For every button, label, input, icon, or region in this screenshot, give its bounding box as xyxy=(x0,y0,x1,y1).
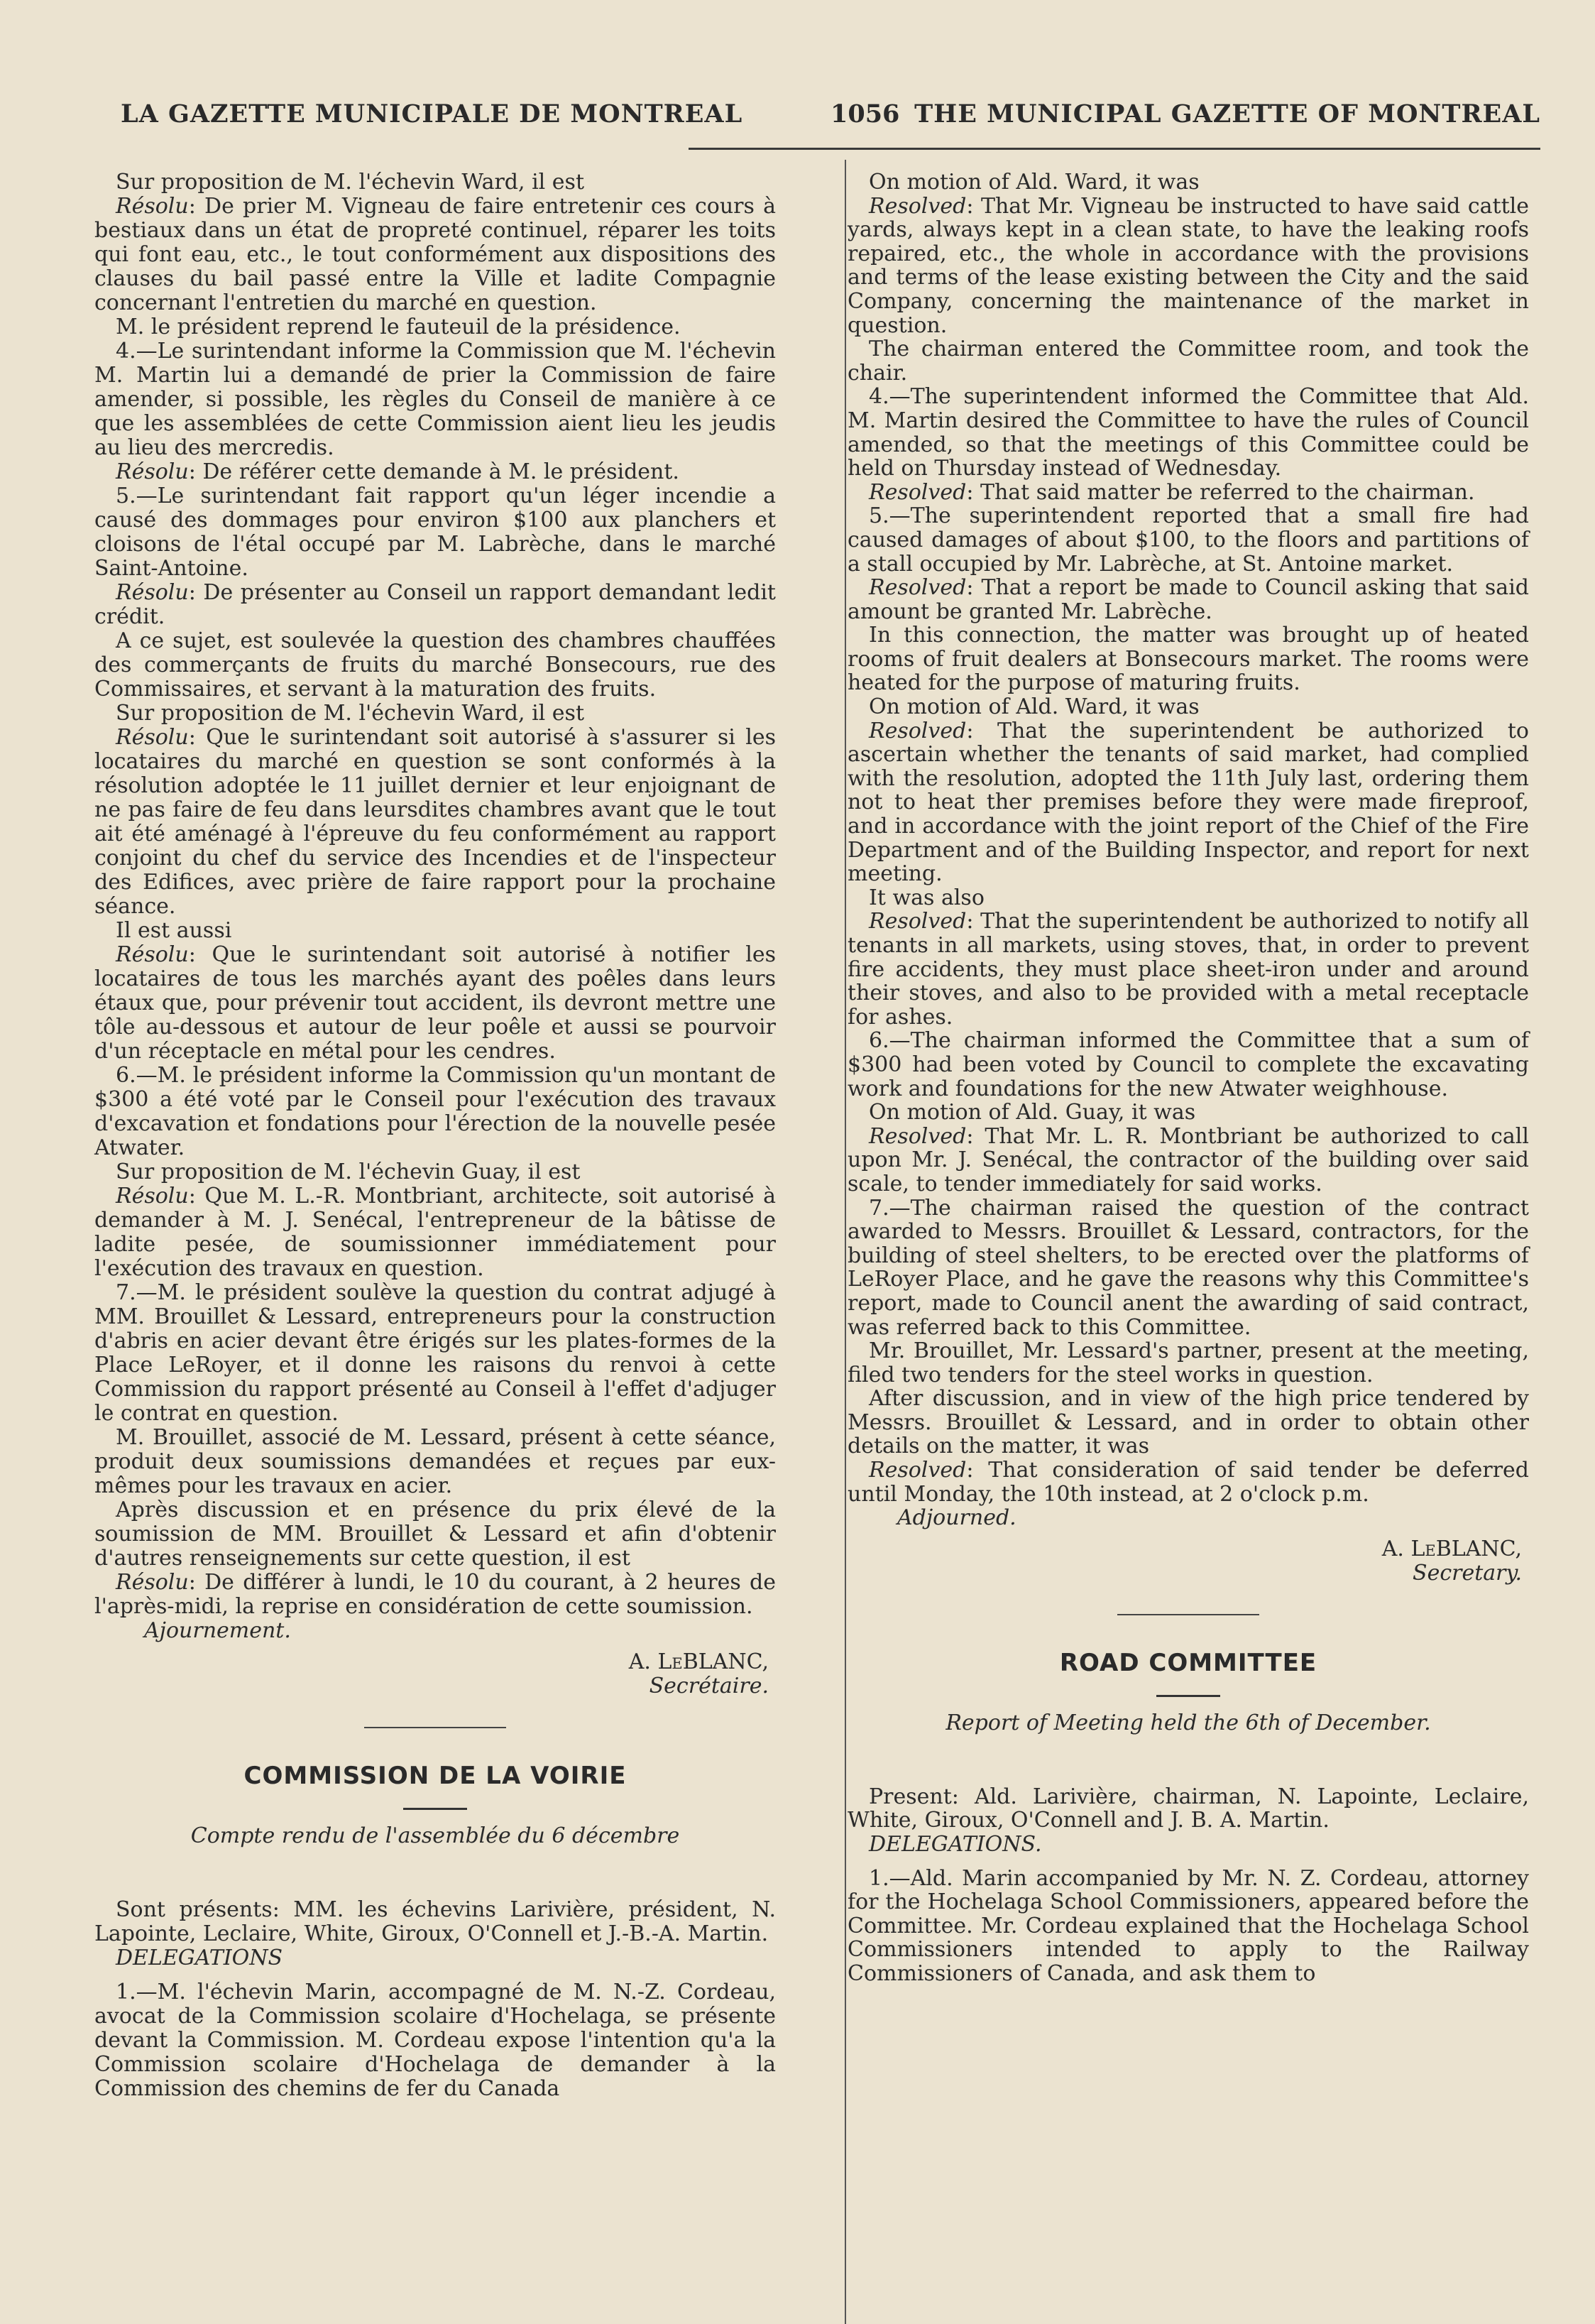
paragraph-text: : That the superintendent be authorized to notify all tenants in all markets, using stoves, that, in order to prevent fire accidents, they must place sheet-iron under and around their stoves, and also to be provided with a metal receptacle for ashes. xyxy=(848,909,1529,1030)
paragraph-text: On motion of Ald. Ward, it was xyxy=(869,170,1200,195)
resolution-label: Resolved xyxy=(869,575,967,601)
minutes-paragraph xyxy=(94,581,776,629)
minutes-paragraph xyxy=(848,385,1529,480)
minutes-paragraph xyxy=(848,1458,1529,1506)
paragraph-text: 5.—The superintendent reported that a small fire had caused damages of about $100, to the floors and partitions of a stall occupied by Mr. Labrèche, at St. Antoine market. xyxy=(848,503,1529,577)
section-separator xyxy=(1117,1614,1259,1615)
paragraph-text: On motion of Ald. Ward, it was xyxy=(869,694,1200,720)
paragraph-text: Mr. Brouillet, Mr. Lessard's partner, present at the meeting, filed two tenders for the steel works in question. xyxy=(848,1338,1529,1387)
secretary-name: A. LeBLANC, xyxy=(628,1649,769,1674)
resolution-label: Résolu xyxy=(116,459,189,484)
section-title-french: COMMISSION DE LA VOIRIE xyxy=(243,1762,627,1790)
paragraph-text: 7.—The chairman raised the question of the contract awarded to Messrs. Brouillet & Lessard, contractors, for the building of steel shelters, to be erected over the platforms of LeRoyer Place, and he gave the reasons why this Committee's report, made to Council anent the awarding of said contract, was referred back to this Committee. xyxy=(848,1195,1529,1340)
page-number: 1056 xyxy=(831,99,900,129)
minutes-paragraph xyxy=(94,1184,776,1281)
adjournment-english: Adjourned. xyxy=(897,1505,1016,1531)
paragraph-text: : Que le surintendant soit autorisé à s'assurer si les locataires du marché en question se sont conformés à la résolution adoptée le 11 juillet dernier et leur enjoignant de ne pas faire de feu dans leursdites chambres avant que le tout ait été aménagé à l'épreuve du feu conformément au rapport conjoint du chef du service des Incendies et de l'inspecteur des Edifices, avec prière de faire rapport pour la prochaine séance. xyxy=(94,725,776,919)
paragraph-text: 7.—M. le président soulève la question du contrat adjugé à MM. Brouillet & Lessard, entrepreneurs pour la construction d'abris en acier devant être érigés sur les plates-formes de la Place LeRoyer, et il donne les raisons du renvoi à cette Commission du rapport présenté au Conseil à l'effet d'adjuger le contrat en question. xyxy=(94,1280,776,1426)
resolution-label: Resolved xyxy=(869,1458,967,1483)
paragraph-text: In this connection, the matter was brought up of heated rooms of fruit dealers at Bonsecours market. The rooms were heated for the purpose of maturing fruits. xyxy=(848,623,1529,696)
paragraph-text: 6.—The chairman informed the Committee that a sum of $300 had been voted by Council to complete the excavating work and foundations for the new Atwater weighhouse. xyxy=(848,1028,1529,1101)
column-divider xyxy=(845,160,846,2324)
resolution-label: Resolved xyxy=(869,718,967,743)
paragraph-text: 6.—M. le président informe la Commission qu'un montant de $300 a été voté par le Conseil pour l'exécution des travaux d'excavation et fondations pour l'érection de la nouvelle pesée Atwater. xyxy=(94,1063,776,1160)
french-column xyxy=(94,170,776,2101)
minutes-paragraph xyxy=(94,195,776,315)
signature-french xyxy=(94,1650,776,1698)
section-subtitle-english: Report of Meeting held the 6th of December. xyxy=(946,1710,1431,1735)
delegations-heading-english: DELEGATIONS. xyxy=(869,1832,1042,1857)
paragraph-text: On motion of Ald. Guay, it was xyxy=(869,1100,1196,1125)
minutes-paragraph xyxy=(94,339,776,460)
resolution-label: Résolu xyxy=(116,1184,189,1209)
minutes-paragraph xyxy=(848,576,1529,623)
paragraph-text: : De différer à lundi, le 10 du courant, à 2 heures de l'après-midi, la reprise en considération de cette soumission. xyxy=(94,1570,776,1619)
minutes-paragraph xyxy=(94,484,776,581)
paragraph-text: M. le président reprend le fauteuil de la présidence. xyxy=(116,315,681,339)
minutes-paragraph xyxy=(848,910,1529,1029)
paragraph-text: : De présenter au Conseil un rapport demandant ledit crédit. xyxy=(94,580,776,629)
minutes-paragraph xyxy=(94,1064,776,1160)
paragraph-text: : De prier M. Vigneau de faire entretenir ces cours à bestiaux dans un état de propreté continuel, réparer les toits qui font eau, etc., le tout conformément aux dispositions des clauses du bail passé entre la Ville et ladite Compagnie concernant l'entretien du marché en question. xyxy=(94,194,776,315)
paragraph-text: : That Mr. L. R. Montbriant be authorized to call upon Mr. J. Senécal, the contractor of the building over said scale, to tender immediately for said works. xyxy=(848,1123,1529,1196)
minutes-paragraph xyxy=(848,1029,1529,1101)
section-title-english: ROAD COMMITTEE xyxy=(1059,1648,1317,1677)
minutes-paragraph xyxy=(94,1426,776,1498)
minutes-paragraph xyxy=(94,919,776,943)
minutes-paragraph xyxy=(848,504,1529,576)
paragraph-text: It was also xyxy=(869,885,985,910)
present-list-french: Sont présents: MM. les échevins Larivière, président, N. Lapointe, Leclaire, White, Giroux, O'Connell et J.-B.-A. Martin. xyxy=(94,1897,776,1946)
paragraph-text: : That the superintendent be authorized to ascertain whether the tenants of said market, had complied with the resolution, adopted the 11th July last, ordering them not to heat ther premises before they were made fireproof, and in accordance with the joint report of the Chief of the Fire Department and of the Building Inspector, and report for next meeting. xyxy=(848,718,1529,887)
resolution-label: Résolu xyxy=(116,942,189,967)
resolution-label: Résolu xyxy=(116,725,189,750)
paragraph-text: A ce sujet, est soulevée la question des chambres chauffées des commerçants de fruits du marché Bonsecours, rue des Commissaires, et servant à la maturation des fruits. xyxy=(94,628,776,702)
minutes-paragraph xyxy=(94,1160,776,1184)
minutes-paragraph xyxy=(848,337,1529,385)
minutes-paragraph xyxy=(94,1281,776,1426)
minutes-paragraph xyxy=(848,481,1529,505)
minutes-paragraph xyxy=(848,1196,1529,1340)
minutes-paragraph xyxy=(848,719,1529,886)
secretary-title: Secretary. xyxy=(1413,1560,1522,1586)
resolution-label: Resolved xyxy=(869,479,967,505)
section-subtitle-french: Compte rendu de l'assemblée du 6 décembre xyxy=(190,1823,680,1848)
minutes-paragraph xyxy=(848,1125,1529,1196)
minutes-paragraph xyxy=(848,195,1529,338)
english-column xyxy=(848,170,1529,1986)
minutes-paragraph xyxy=(848,623,1529,695)
resolution-label: Resolved xyxy=(869,193,967,219)
header-rule xyxy=(689,148,1540,150)
title-rule xyxy=(403,1808,467,1810)
resolution-label: Resolved xyxy=(869,1123,967,1149)
paragraph-text: 4.—Le surintendant informe la Commission que M. l'échevin M. Martin lui a demandé de prier la Commission de faire amender, si possible, les règles du Conseil de manière à ce que les assemblées de cette Commission aient lieu les jeudis au lieu des mercredis. xyxy=(94,339,776,460)
header-title-english: THE MUNICIPAL GAZETTE OF MONTREAL xyxy=(914,99,1540,129)
paragraph-text: : That Mr. Vigneau be instructed to have said cattle yards, always kept in a clean state, to have the leaking roofs repaired, etc., the whole in accordance with the provisions and terms of the lease existing between the City and the said Company, concerning the maintenance of the market in question. xyxy=(848,193,1529,338)
minutes-paragraph xyxy=(94,460,776,484)
paragraph-text: M. Brouillet, associé de M. Lessard, présent à cette séance, produit deux soumissions demandées et reçues par eux-mêmes pour les travaux en acier. xyxy=(94,1425,776,1498)
section-separator xyxy=(364,1727,506,1728)
resolution-label: Résolu xyxy=(116,1570,189,1595)
paragraph-text: The chairman entered the Committee room, and took the chair. xyxy=(848,337,1529,386)
paragraph-text: Sur proposition de M. l'échevin Ward, il est xyxy=(116,170,584,195)
minutes-paragraph xyxy=(94,726,776,919)
paragraph-text: : Que le surintendant soit autorisé à notifier les locataires de tous les marchés ayant des poêles dans leurs étaux que, pour prévenir tout accident, ils devront mettre une tôle au-dessous et autour de leur poêle et aussi se pourvoir d'un réceptacle en métal pour les cendres. xyxy=(94,942,776,1064)
resolution-label: Résolu xyxy=(116,580,189,605)
minutes-paragraph xyxy=(94,315,776,339)
paragraph-text: : Que M. L.-R. Montbriant, architecte, soit autorisé à demander à M. J. Senécal, l'entrepreneur de la bâtisse de ladite pesée, de soumissionner immédiatement pour l'exécution des travaux en question. xyxy=(94,1184,776,1281)
french-minutes xyxy=(94,170,776,1619)
paragraph-text: Après discussion et en présence du prix élevé de la soumission de MM. Brouillet & Lessard et afin d'obtenir d'autres renseignements sur cette question, il est xyxy=(94,1497,776,1571)
minutes-paragraph xyxy=(94,170,776,195)
minutes-paragraph xyxy=(848,695,1529,719)
minutes-paragraph xyxy=(848,886,1529,910)
resolution-label: Résolu xyxy=(116,194,189,219)
paragraph-text: After discussion, and in view of the high price tendered by Messrs. Brouillet & Lessard, and in order to obtain other details on the matter, it was xyxy=(848,1386,1529,1459)
resolution-label: Resolved xyxy=(869,909,967,934)
secretary-name: A. LeBLANC, xyxy=(1381,1536,1522,1561)
header-title-french: LA GAZETTE MUNICIPALE DE MONTREAL xyxy=(121,99,743,129)
paragraph-text: 5.—Le surintendant fait rapport qu'un léger incendie a causé des dommages pour environ $100 aux planchers et cloisons de l'étal occupé par M. Labrèche, dans le marché Saint-Antoine. xyxy=(94,484,776,581)
paragraph-text: Sur proposition de M. l'échevin Guay, il est xyxy=(116,1160,581,1184)
secretary-title: Secrétaire. xyxy=(649,1674,769,1698)
english-minutes xyxy=(848,170,1529,1506)
paragraph-text: : That consideration of said tender be deferred until Monday, the 10th instead, at 2 o'clock p.m. xyxy=(848,1458,1529,1507)
delegation-item-french: 1.—M. l'échevin Marin, accompagné de M. N.-Z. Cordeau, avocat de la Commission scolaire d'Hochelaga, se présente devant la Commission. M. Cordeau expose l'intention qu'a la Commission scolaire d'Hochelaga de demander à la Commission des chemins de fer du Canada xyxy=(94,1980,776,2101)
minutes-paragraph xyxy=(94,629,776,702)
minutes-paragraph xyxy=(848,1101,1529,1125)
adjournment-french: Ajournement. xyxy=(144,1618,291,1643)
paragraph-text: Sur proposition de M. l'échevin Ward, il est xyxy=(116,701,584,726)
paragraph-text: 4.—The superintendent informed the Committee that Ald. M. Martin desired the Committee to have the rules of Council amended, so that the meetings of this Committee could be held on Thursday instead of Wednesday. xyxy=(848,384,1529,481)
signature-english xyxy=(848,1537,1529,1586)
delegations-heading-french: DELEGATIONS xyxy=(116,1946,283,1970)
minutes-paragraph xyxy=(94,1571,776,1619)
minutes-paragraph xyxy=(94,1498,776,1571)
minutes-paragraph xyxy=(848,1387,1529,1458)
minutes-paragraph xyxy=(94,702,776,726)
title-rule xyxy=(1156,1695,1220,1697)
paragraph-text: Il est aussi xyxy=(116,918,232,943)
delegation-item-english: 1.—Ald. Marin accompanied by Mr. N. Z. Cordeau, attorney for the Hochelaga School Commissioners, appeared before the Committee. Mr. Cordeau explained that the Hochelaga School Commissioners intended to apply to the Railway Commissioners of Canada, and ask them to xyxy=(848,1865,1529,1986)
present-list-english: Present: Ald. Larivière, chairman, N. Lapointe, Leclaire, White, Giroux, O'Connell and J. B. A. Martin. xyxy=(848,1784,1529,1833)
minutes-paragraph xyxy=(848,1339,1529,1387)
paragraph-text: : That a report be made to Council asking that said amount be granted Mr. Labrèche. xyxy=(848,575,1529,624)
paragraph-text: : That said matter be referred to the chairman. xyxy=(966,479,1475,505)
minutes-paragraph xyxy=(94,943,776,1064)
page-header xyxy=(114,99,1540,149)
minutes-paragraph xyxy=(848,170,1529,195)
paragraph-text: : De référer cette demande à M. le président. xyxy=(188,459,679,484)
